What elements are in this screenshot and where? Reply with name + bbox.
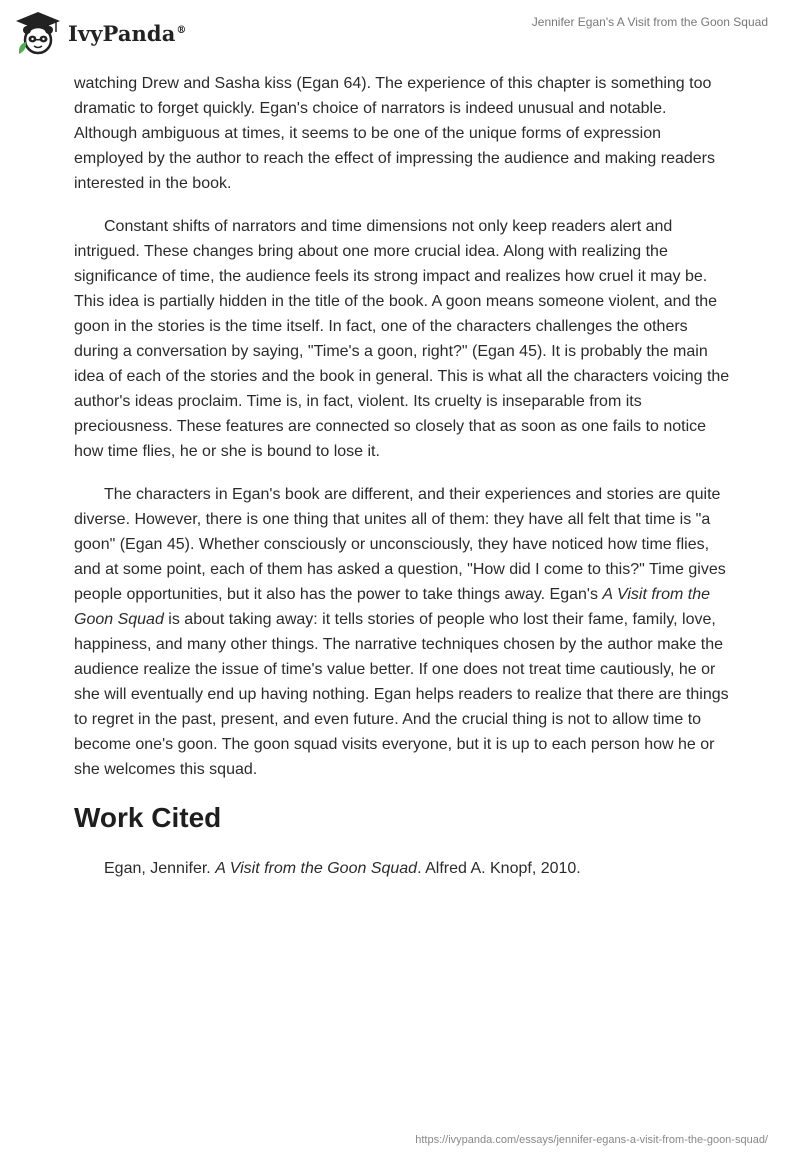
works-cited-heading: Work Cited xyxy=(74,802,222,833)
paragraph: The characters in Egan's book are different, and their experiences and stories are quite diverse. However, there is one thing that unites all of them: they have all felt that time is "a goon" (Egan 45). Whether consciously or unconsciously, they have noticed how time flies, and at some point, each of them has asked a question, "How did I come to this?" Time gives people opportunities, but it also has the power to take things away. Egan's A Visit from the Goon Squad is about taking away: it tells stories of people who lost their fame, family, love, happiness, and many other things. The narrative techniques chosen by the author make the audience realize the issue of time's value better. If one does not treat time cautiously, he or she will eventually end up having nothing. Egan helps readers to realize that there are things to regret in the past, present, and even future. And the crucial thing is not to allow time to become one's goon. The goon squad visits everyone, but it is up to each person how he or she welcomes this squad. xyxy=(74,486,729,778)
essay-content xyxy=(74,71,730,881)
citation-entry: Egan, Jennifer. A Visit from the Goon Squad. Alfred A. Knopf, 2010. xyxy=(104,860,581,877)
source-url[interactable]: https://ivypanda.com/essays/jennifer-egans-a-visit-from-the-goon-squad/ xyxy=(415,1134,768,1146)
logo-wordmark: IvyPanda® xyxy=(68,20,187,46)
citation-title-italic: A Visit from the Goon Squad xyxy=(215,860,418,877)
page-header xyxy=(0,0,800,70)
panda-graduate-icon xyxy=(14,10,62,56)
paragraph: watching Drew and Sasha kiss (Egan 64). The experience of this chapter is something too dramatic to forget quickly. Egan's choice of narrators is indeed unusual and notable. Although ambiguous at times, it seems to be one of the unique forms of expression employed by the author to reach the effect of impressing the audience and making readers interested in the book. xyxy=(74,75,715,192)
document-title: Jennifer Egan's A Visit from the Goon Squad xyxy=(531,15,768,29)
ivypanda-logo[interactable] xyxy=(14,10,187,56)
book-title-italic: A Visit from the Goon Squad xyxy=(74,586,711,628)
paragraph: Constant shifts of narrators and time dimensions not only keep readers alert and intrigued. These changes bring about one more crucial idea. Along with realizing the significance of time, the audience feels its strong impact and realizes how cruel it may be. This idea is partially hidden in the title of the book. A goon means someone violent, and the goon in the stories is the time itself. In fact, one of the characters challenges the others during a conversation by saying, "Time's a goon, right?" (Egan 45). It is probably the main idea of each of the stories and the book in general. This is what all the characters voicing the author's ideas proclaim. Time is, in fact, violent. Its cruelty is inseparable from its preciousness. These features are connected so closely that as soon as one fails to notice how time flies, he or she is bound to lose it. xyxy=(74,218,730,460)
